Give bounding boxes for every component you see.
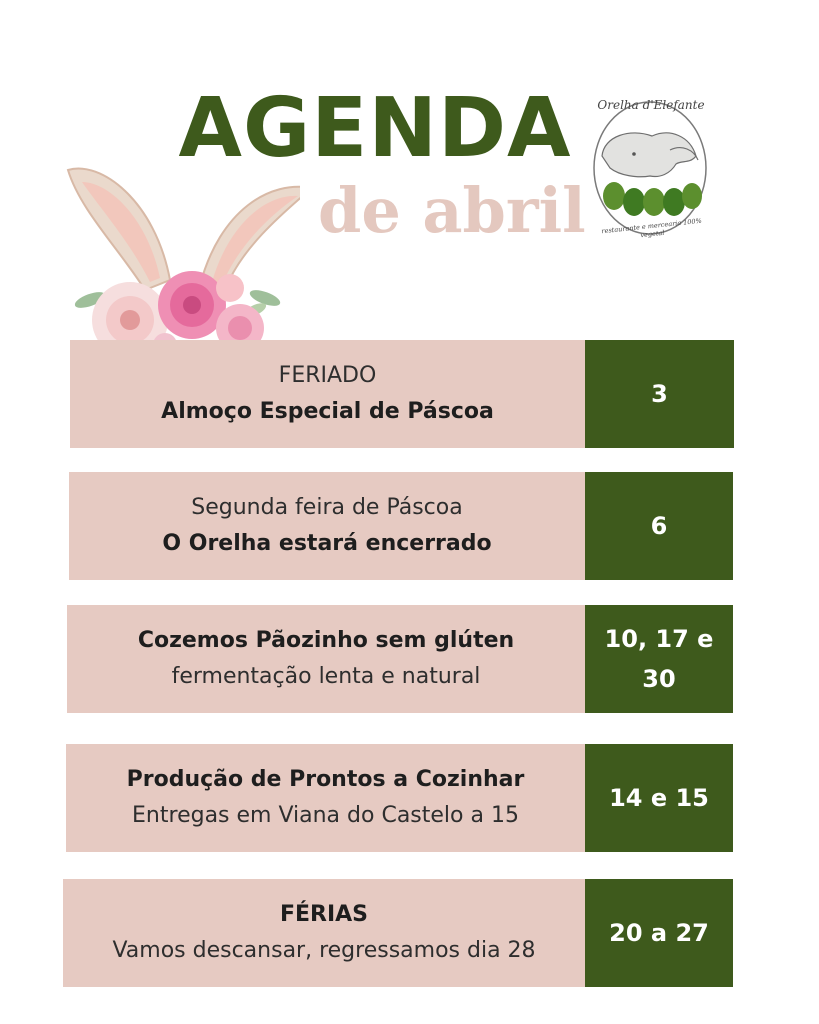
event-line-2: Almoço Especial de Páscoa bbox=[161, 399, 494, 424]
event-row-1 bbox=[70, 340, 734, 448]
event-row-4 bbox=[66, 744, 733, 852]
page-subtitle: de abril bbox=[318, 174, 586, 247]
event-row-2 bbox=[69, 472, 733, 580]
event-line-1: FÉRIAS bbox=[279, 902, 369, 927]
event-description bbox=[67, 605, 585, 713]
event-line-2: Vamos descansar, regressamos dia 28 bbox=[112, 938, 536, 963]
event-description bbox=[66, 744, 585, 852]
event-date: 20 a 27 bbox=[585, 879, 733, 987]
event-date: 3 bbox=[585, 340, 734, 448]
event-description bbox=[63, 879, 585, 987]
event-row-3 bbox=[67, 605, 733, 713]
event-line-1: Cozemos Pãozinho sem glúten bbox=[137, 628, 515, 653]
event-row-5 bbox=[63, 879, 733, 987]
event-line-1: Segunda feira de Páscoa bbox=[191, 495, 463, 520]
event-line-2: Entregas em Viana do Castelo a 15 bbox=[132, 803, 519, 828]
event-date: 6 bbox=[585, 472, 733, 580]
event-line-1: FERIADO bbox=[278, 363, 377, 388]
logo-name: Orelha d'Elefante bbox=[597, 98, 705, 112]
event-description bbox=[70, 340, 585, 448]
page-title: AGENDA bbox=[178, 81, 572, 176]
event-description bbox=[69, 472, 585, 580]
bunny-ears-flowers-illustration bbox=[60, 160, 300, 360]
event-line-2: O Orelha estará encerrado bbox=[162, 531, 492, 556]
event-date: 14 e 15 bbox=[585, 744, 733, 852]
event-date: 10, 17 e 30 bbox=[585, 605, 733, 713]
event-line-2: fermentação lenta e natural bbox=[171, 664, 481, 689]
logo-tagline: restaurante e mercearia 100% vegetal bbox=[601, 216, 703, 240]
event-line-1: Produção de Prontos a Cozinhar bbox=[126, 767, 525, 792]
